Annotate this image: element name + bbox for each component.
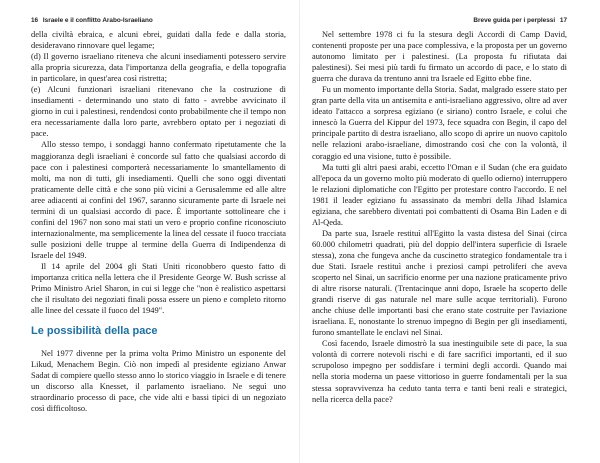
paragraph: (e) Alcuni funzionari israeliani ritenevano che la costruzione di insediamenti - determinando uno stato di fatto - avrebbe avvicinato il giorno in cui i palestinesi, rendendosi conto probabilmente che il tempo non era necessariamente dalla loro parte, avrebbero optato per i negoziati di pace. [31,85,286,139]
paragraph: Allo stesso tempo, i sondaggi hanno confermato ripetutamente che la maggioranza degli israeliani è concorde sul fatto che qualsiasi accordo di pace con i palestinesi comporterà necessariamente lo smantellamento di molti, ma non di tutti, gli insediamenti. Quelli che sono oggi diventati praticamente delle città e che sono più vicini a Gerusalemme ed alle altre aree adiacenti ai confini del 1967, saranno sicuramente parte di Israele nei termini di un qualsiasi accordo di pace. È importante sottolineare che i confini del 1967 non sono mai stati un vero e proprio confine riconosciuto internazionalmente, ma semplicemente la linea del cessate il fuoco tracciata sulle posizioni delle truppe al termine della Guerra di Indipendenza di Israele del 1949. [31,140,286,260]
paragraph: Da parte sua, Israele restituì all'Egitto la vasta distesa del Sinai (circa 60.000 chilometri quadrati, più del doppio dell'intera superficie di Israele stessa), zona che fungeva anche da cuscinetto strategico fondamentale tra i due Stati. Israele restituì anche i preziosi campi petroliferi che aveva scoperto nel Sinai, un sacrificio enorme per una nazione praticamente privo di altre risorse naturali. (Trentacinque anni dopo, Israele ha scoperto delle grandi riserve di gas naturale nel mare sulle acque territoriali). Furono anche chiuse delle importanti basi che erano state costruite per l'aviazione israeliana. E, nonostante lo strenuo impegno di Begin per gli insediamenti, furono smantellate le enclavi nel Sinai. [312,228,567,338]
right-page-number: 17 [559,17,567,24]
paragraph: della civiltà ebraica, e alcuni ebrei, guidati dalla fede e dalla storia, desideravano rinnovare quel legame; [31,30,286,51]
left-running-head [31,17,286,29]
left-page-number: 16 [31,17,39,24]
right-running-head [312,17,567,29]
paragraph: Nel settembre 1978 ci fu la stesura degli Accordi di Camp David, contenenti proposte per una pace complessiva, e la proposta per un governo autonomo limitato per i palestinesi. (La proposta fu rifiutata dai palestinesi). Sei mesi più tardi fu firmato un accordo di pace, e lo stato di guerra che durava da trentuno anni tra Israele ed Egitto ebbe fine. [312,30,567,84]
right-page [300,0,600,463]
paragraph: Il 14 aprile del 2004 gli Stati Uniti riconobbero questo fatto di importanza critica nella lettera che il Presidente George W. Bush scrisse al Primo Ministro Ariel Sharon, in cui si legge che "non è realistico aspettarsi che il risultato dei negoziati finali possa essere un pieno e completo ritorno alle linee del cessate il fuoco del 1949". [31,261,286,316]
paragraph: Fu un momento importante della Storia. Sadat, malgrado essere stato per gran parte della vita un antisemita e anti-israeliano aggressivo, oltre ad aver ideato l'attacco a sorpresa egiziano (e siriano) contro Israele, e colui che innescò la Guerra del Kippur del 1973, fece squadra con Begin, il capo del principale partito di destra israeliano, allo scopo di aprire un nuovo capitolo nelle relazioni arabo-israeliane, dimostrando così che con la volontà, il coraggio ed una visione, tutto è possibile. [312,85,567,161]
section-heading: Le possibilità della pace [31,325,158,338]
paragraph: Nel 1977 divenne per la prima volta Primo Ministro un esponente del Likud, Menachem Begin. Ciò non impedì al presidente egiziano Anwar Sadat di compiere quello stesso anno lo storico viaggio in Israele e di tenere un discorso alla Knesset, il parlamento israeliano. Ne seguì uno straordinario processo di pace, che vide alti e bassi tipici di un negoziato così difficoltoso. [31,349,286,414]
right-running-title: Breve guida per i perplessi [473,17,556,24]
right-body-text [312,29,567,405]
left-body-text [31,29,286,415]
paragraph: Ma tutti gli altri paesi arabi, eccetto l'Oman e il Sudan (che era guidato all'epoca da un governo molto più moderato di quello odierno) interruppero le relazioni diplomatiche con l'Egitto per protestare contro l'accordo. E nel 1981 il leader egiziano fu assassinato da membri della Jihad Islamica egiziana, che sarebbero diventati poi combattenti di Osama Bin Laden e di Al-Qeda. [312,162,567,227]
paragraph: Così facendo, Israele dimostrò la sua inestinguibile sete di pace, la sua volontà di correre notevoli rischi e di fare sacrifici importanti, ed il suo scrupoloso impegno per soddisfare i termini degli accordi. Quando mai nella storia moderna un paese vittorioso in guerre fondamentali per la sua stessa sopravvivenza ha ceduto tanta terra e tanti beni reali e strategici, nella ricerca della pace? [312,339,567,404]
paragraph: (d) Il governo israeliano riteneva che alcuni insediamenti potessero servire alla propria sicurezza, data l'importanza della geografia, e della topografia in particolare, in quest'area così ristretta; [31,52,286,84]
left-running-title: Israele e il conflitto Arabo-Israeliano [42,17,153,24]
